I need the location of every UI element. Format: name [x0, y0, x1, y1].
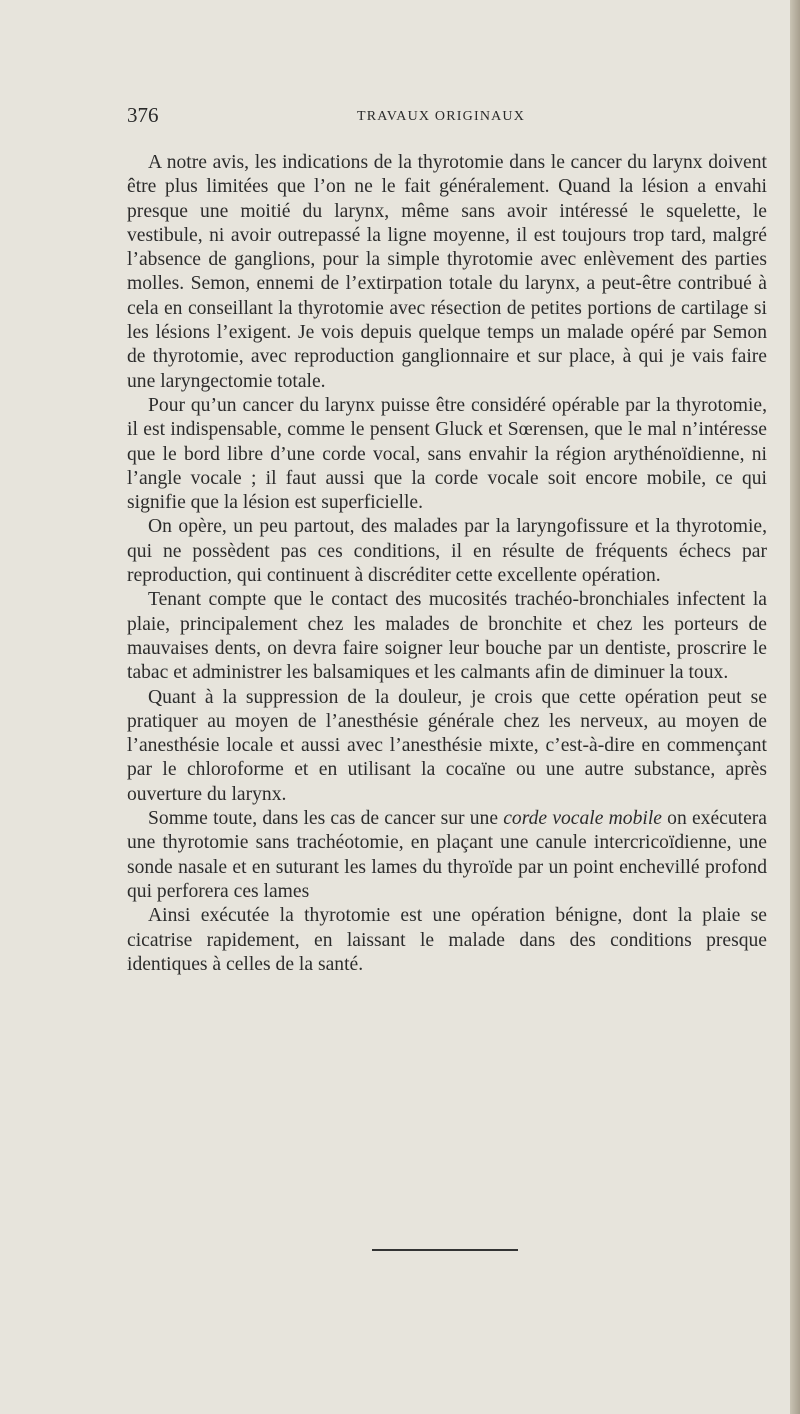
paragraph-hygiene: Tenant compte que le contact des mucosités trachéo-bronchiales infectent la plaie, principalement chez les malades de bronchite et chez les porteurs de mauvaises dents, on devra faire soigner leur bouche par un dentiste, proscrire le tabac et administrer les balsamiques et les calmants afin de diminuer la toux. [127, 589, 767, 684]
page-edge [790, 0, 800, 1414]
section-end-rule [372, 1249, 518, 1251]
page-number: 376 [127, 103, 159, 127]
summary-text-start: Somme toute, dans les cas de cancer sur une [148, 808, 504, 830]
paragraph-indications: A notre avis, les indications de la thyrotomie dans le cancer du larynx doivent être plus limitées que l’on ne le fait généralement. Quand la lésion a envahi presque une moitié du larynx, même sans avoir intéressé le squelette, le vestibule, ni avoir outrepassé la ligne moyenne, il est toujours trop tard, malgré l’absence de ganglions, pour la simple thyrotomie avec enlèvement des parties molles. Semon, ennemi de l’extirpation totale du larynx, a peut-être contribué à cela en conseillant la thyrotomie avec résection de petites portions de cartilage si les lésions l’exigent. Je vois depuis quelque temps un malade opéré par Semon de thyrotomie, avec reproduction ganglionnaire et sur place, à qui je vais faire une laryngectomie totale. [127, 152, 767, 392]
article-body [127, 151, 767, 977]
summary-text-end: on exécutera une thyrotomie sans trachéotomie, en plaçant une canule intercricoïdienne, une sonde nasale et en suturant les lames du thyroïde par un point enchevillé profond qui perforera ces lames [127, 808, 767, 902]
summary-emphasis: corde vocale mobile [503, 808, 662, 830]
paragraph-failures: On opère, un peu partout, des malades par la laryngofissure et la thyrotomie, qui ne possèdent pas ces conditions, il en résulte de fréquents échecs par reproduction, qui continuent à discréditer cette excellente opération. [127, 516, 767, 587]
paragraph-conclusion: Ainsi exécutée la thyrotomie est une opération bénigne, dont la plaie se cicatrise rapidement, en laissant le malade dans des conditions presque identiques à celles de la santé. [127, 905, 767, 975]
page-header [127, 103, 767, 127]
running-head: TRAVAUX ORIGINAUX [357, 109, 526, 124]
paragraph-conditions: Pour qu’un cancer du larynx puisse être considéré opérable par la thyrotomie, il est indispensable, comme le pensent Gluck et Sœrensen, que le mal n’intéresse que le bord libre d’une corde vocal, sans envahir la région arythénoïdienne, ni l’angle vocale ; il faut aussi que la corde vocale soit encore mobile, ce qui signifie que la lésion est superficielle. [127, 394, 767, 514]
paragraph-summary [127, 807, 767, 904]
paragraph-anesthesia: Quant à la suppression de la douleur, je crois que cette opération peut se pratiquer au moyen de l’anesthésie générale chez les nerveux, au moyen de l’anesthésie locale et aussi avec l’anesthésie mixte, c’est-à-dire en commençant par le chloroforme et en utilisant la cocaïne ou une autre substance, après ouverture du larynx. [127, 686, 767, 805]
